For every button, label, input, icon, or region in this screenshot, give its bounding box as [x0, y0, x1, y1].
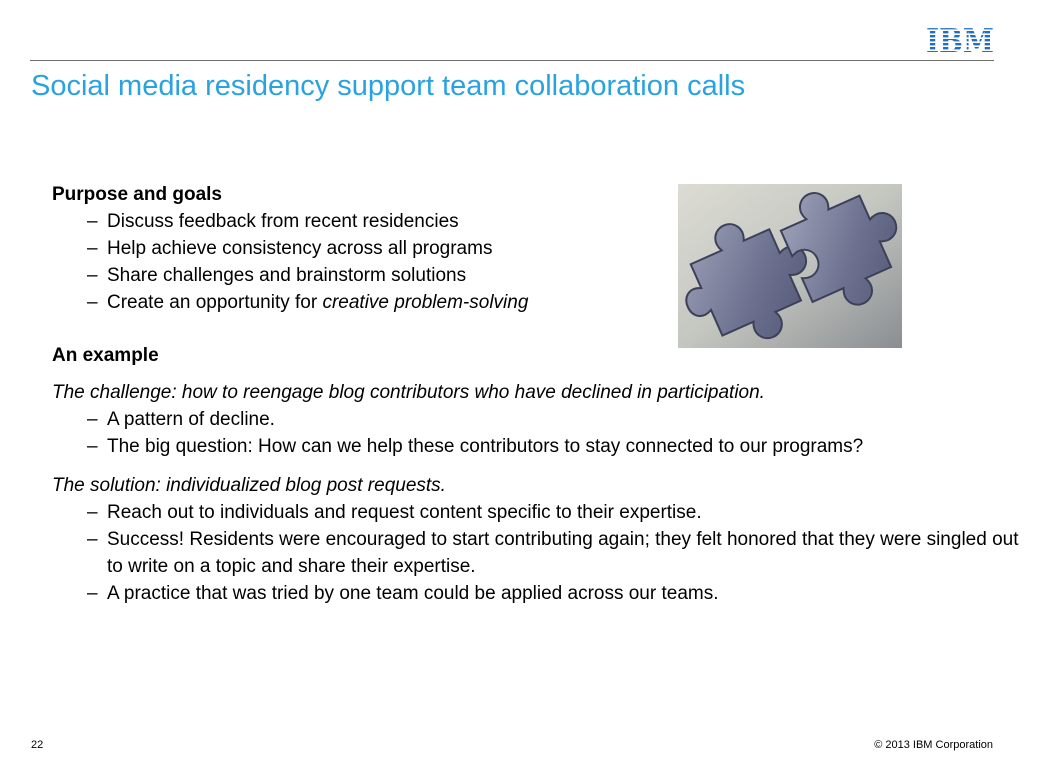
slide-title: Social media residency support team collaboration calls: [31, 70, 746, 102]
bullet-dash: –: [87, 409, 98, 430]
list-item: – The big question: How can we help these contributors to stay connected to our programs?: [52, 433, 957, 460]
purpose-heading: Purpose and goals: [52, 184, 222, 205]
list-item: – A practice that was tried by one team could be applied across our teams.: [52, 580, 1002, 607]
list-item: – Discuss feedback from recent residencies: [52, 208, 1002, 235]
bullet-dash: –: [87, 436, 98, 457]
list-item: – Help achieve consistency across all programs: [52, 235, 1002, 262]
list-item: – Success! Residents were encouraged to start contributing again; they felt honored that they were singled out to write on a topic and share their expertise.: [52, 526, 1037, 580]
example-heading: An example: [52, 345, 159, 366]
bullet-dash: –: [87, 583, 98, 604]
bullet-dash: –: [87, 238, 98, 259]
list-item: – Create an opportunity for creative problem-solving: [52, 289, 1002, 316]
emphasis-text: creative problem-solving: [322, 292, 529, 313]
list-item: – Share challenges and brainstorm solutions: [52, 262, 1002, 289]
bullet-dash: –: [87, 211, 98, 232]
ibm-logo: [925, 21, 995, 60]
solution-statement: The solution: individualized blog post requests.: [52, 475, 446, 496]
bullet-dash: –: [87, 292, 98, 313]
header-rule: [30, 60, 994, 61]
copyright-notice: © 2013 IBM Corporation: [874, 739, 993, 751]
solution-list: [52, 499, 1019, 607]
bullet-dash: –: [87, 529, 98, 550]
list-item: – A pattern of decline.: [52, 406, 1002, 433]
puzzle-pieces-image: [678, 184, 902, 348]
bullet-dash: –: [87, 265, 98, 286]
page-number: 22: [31, 739, 44, 751]
svg-text:IBM: IBM: [926, 21, 994, 60]
bullet-dash: –: [87, 502, 98, 523]
challenge-statement: The challenge: how to reengage blog contributors who have declined in participation.: [52, 382, 765, 403]
challenge-list: [52, 406, 1002, 460]
list-item: – Reach out to individuals and request content specific to their expertise.: [52, 499, 1002, 526]
